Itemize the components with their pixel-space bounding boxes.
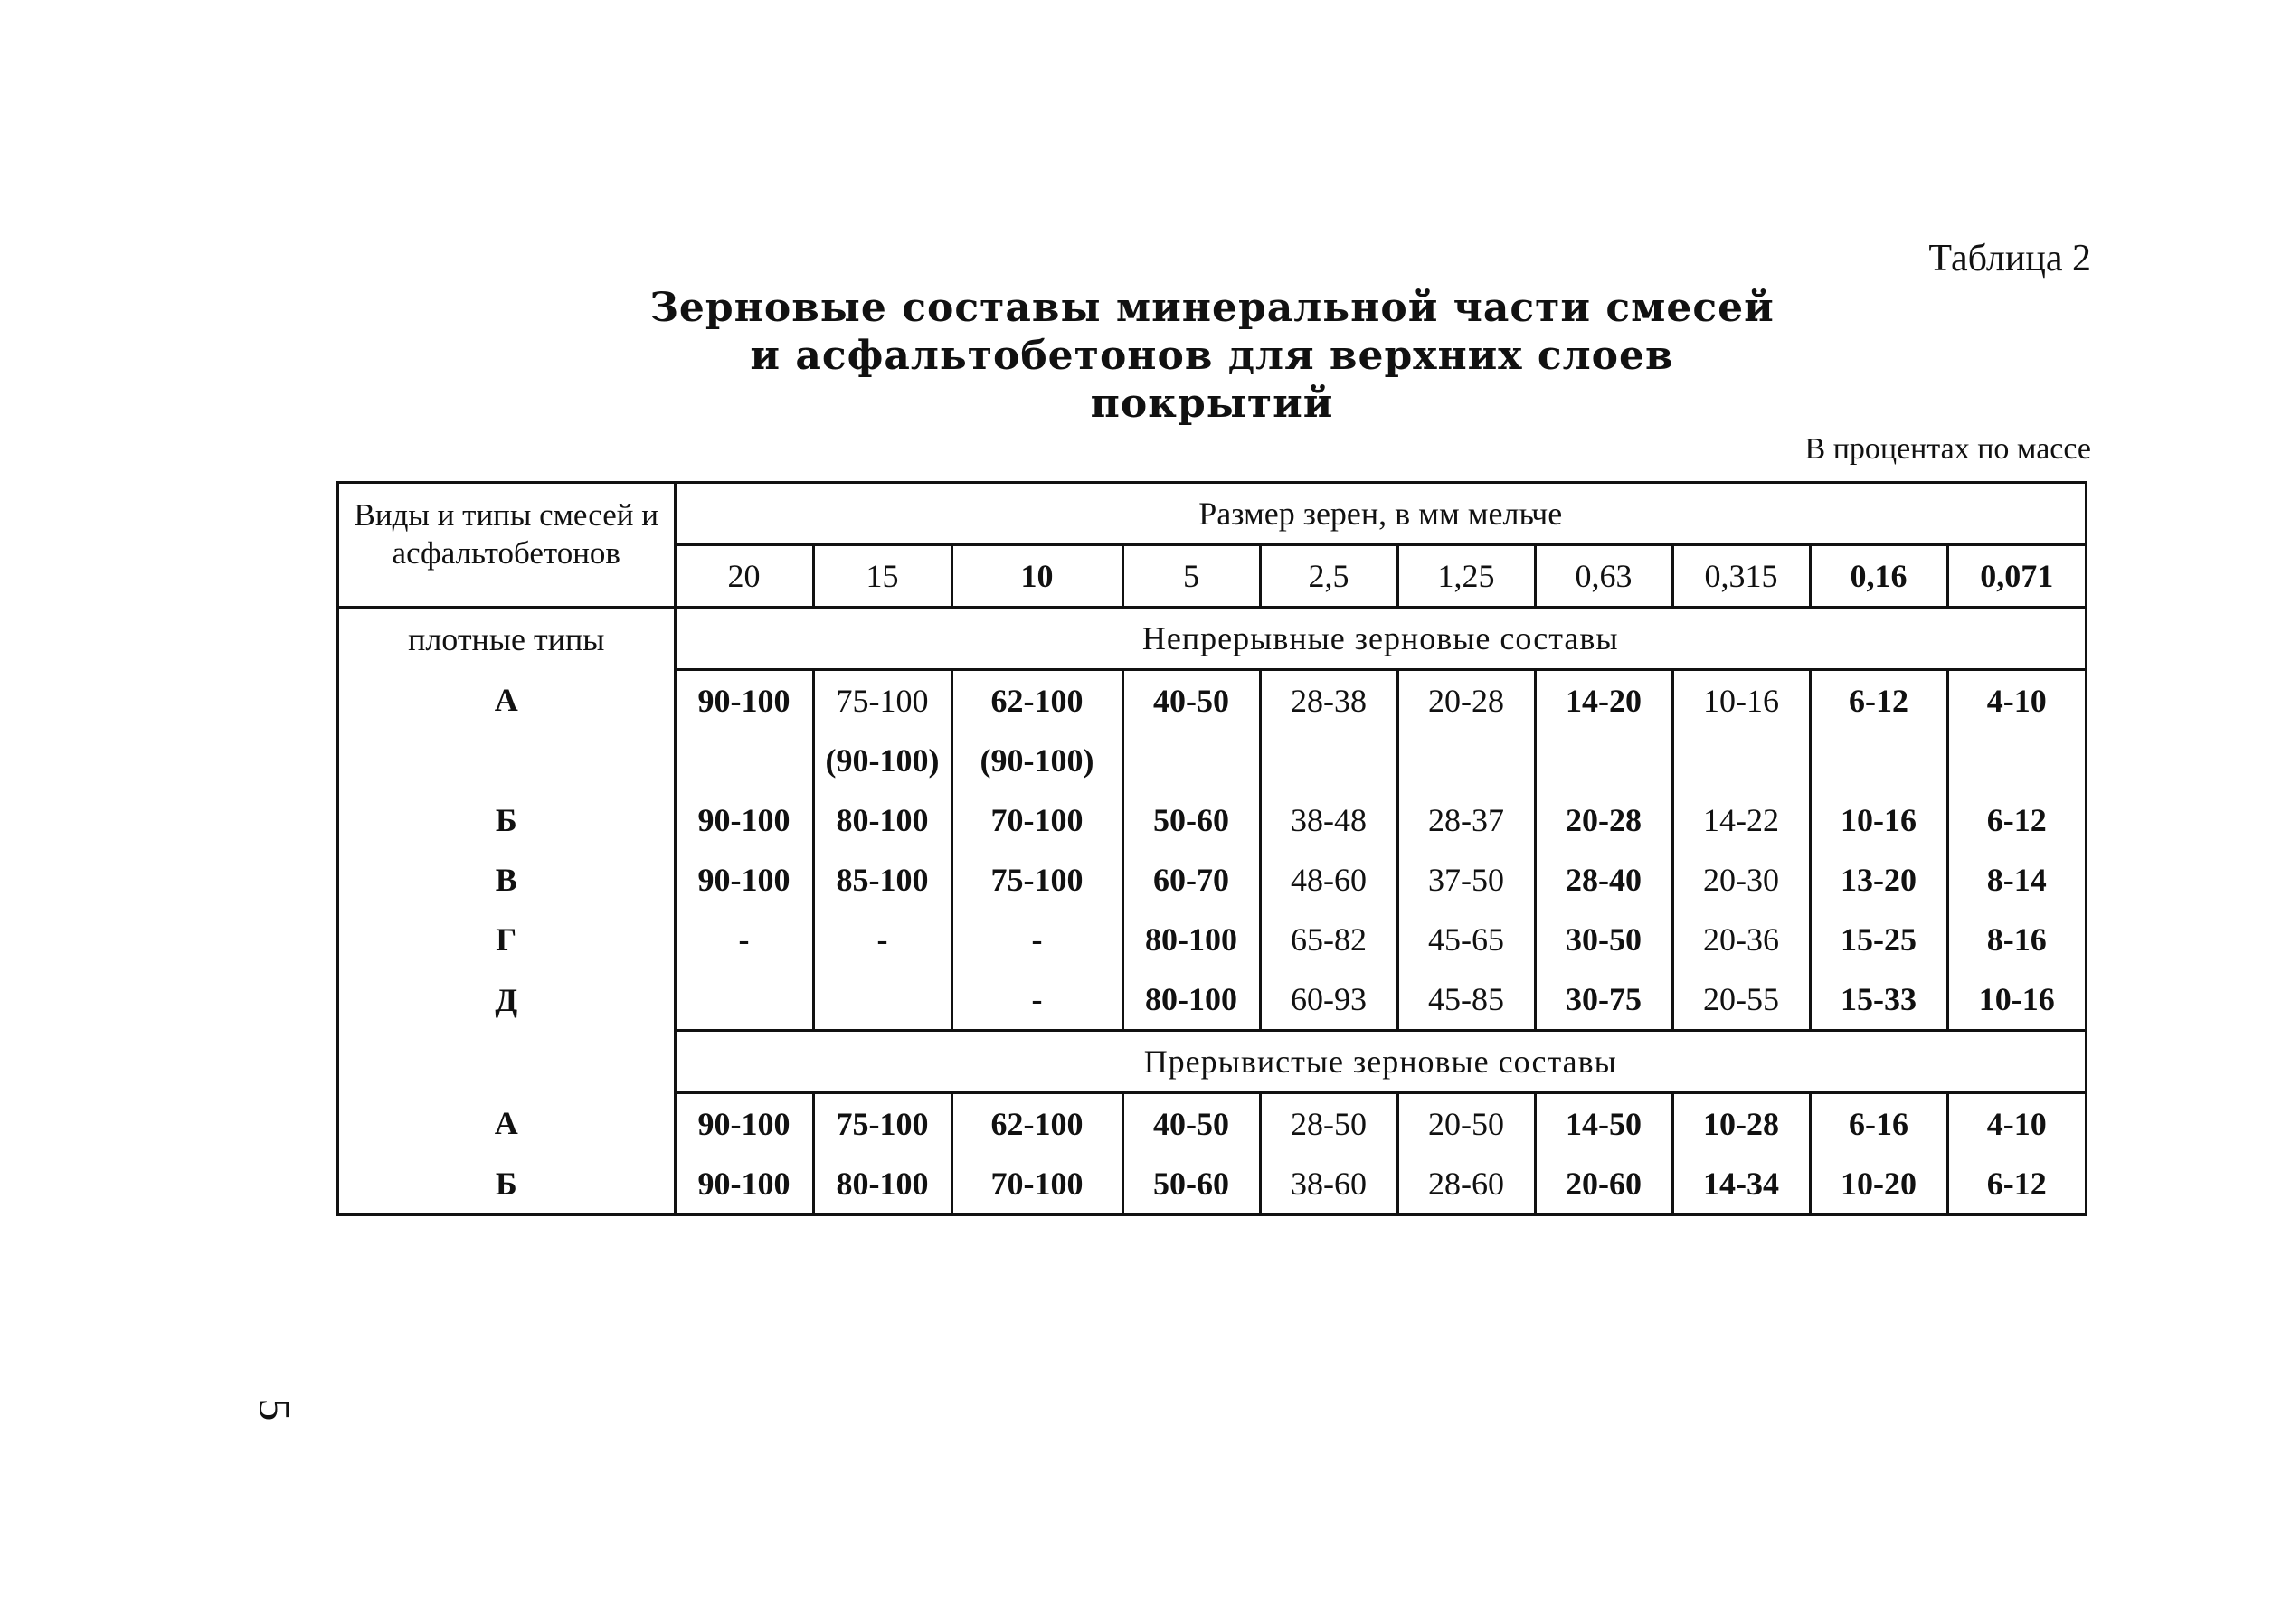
table-row xyxy=(339,1093,2085,1155)
table-cell: 28-38 xyxy=(1260,670,1397,732)
table-title xyxy=(624,285,1800,428)
table-cell: 8-16 xyxy=(1947,910,2085,969)
empty-label-cell xyxy=(339,1031,675,1093)
table-cell: 85-100 xyxy=(813,850,951,910)
table-cell xyxy=(1810,731,1947,790)
table-cell: 65-82 xyxy=(1260,910,1397,969)
table-row xyxy=(339,731,2085,790)
table-cell xyxy=(1397,731,1535,790)
table-cell: 80-100 xyxy=(813,790,951,850)
table-cell: 14-20 xyxy=(1535,670,1672,732)
table-cell: 90-100 xyxy=(675,790,813,850)
table-cell: 62-100 xyxy=(951,1093,1122,1155)
types-header-cell: Виды и типы смесей и асфальтобетонов xyxy=(339,484,675,608)
table-cell: 75-100 xyxy=(813,1093,951,1155)
table-cell: 8-14 xyxy=(1947,850,2085,910)
table-cell: 13-20 xyxy=(1810,850,1947,910)
row-label: Б xyxy=(495,802,517,838)
table-cell: 28-50 xyxy=(1260,1093,1397,1155)
table-cell: 10-16 xyxy=(1810,790,1947,850)
table-row xyxy=(339,969,2085,1031)
table-cell: 75-100 xyxy=(813,670,951,732)
table-cell: 4-10 xyxy=(1947,670,2085,732)
table-cell: 20-28 xyxy=(1535,790,1672,850)
table-cell: 62-100 xyxy=(951,670,1122,732)
table-cell: 80-100 xyxy=(1122,910,1260,969)
row-label: А xyxy=(494,682,518,719)
table-cell: 80-100 xyxy=(1122,969,1260,1031)
table-cell: 38-48 xyxy=(1260,790,1397,850)
table-cell: - xyxy=(675,910,813,969)
table-cell: 60-93 xyxy=(1260,969,1397,1031)
page-number: 5 xyxy=(250,1398,301,1421)
table-cell: 10-20 xyxy=(1810,1154,1947,1213)
table-cell: 90-100 xyxy=(675,1093,813,1155)
table-cell: 6-16 xyxy=(1810,1093,1947,1155)
table-cell: 60-70 xyxy=(1122,850,1260,910)
table-row xyxy=(339,850,2085,910)
table-cell: (90-100) xyxy=(813,731,951,790)
table-cell xyxy=(1947,731,2085,790)
continuous-group-header: Непрерывные зерновые составы xyxy=(675,608,2085,670)
row-label: Д xyxy=(495,981,518,1018)
row-label: А xyxy=(494,1105,518,1142)
table-cell: 6-12 xyxy=(1810,670,1947,732)
table-cell: 30-75 xyxy=(1535,969,1672,1031)
table-cell: 90-100 xyxy=(675,670,813,732)
table-cell: 40-50 xyxy=(1122,1093,1260,1155)
table-cell: 20-28 xyxy=(1397,670,1535,732)
col-header: 0,315 xyxy=(1672,545,1810,608)
table-cell: 28-60 xyxy=(1397,1154,1535,1213)
table-cell xyxy=(1122,731,1260,790)
units-note: В процентах по массе xyxy=(1804,432,2091,466)
table-cell: 40-50 xyxy=(1122,670,1260,732)
col-header: 0,071 xyxy=(1947,545,2085,608)
col-header: 1,25 xyxy=(1397,545,1535,608)
table-row xyxy=(339,1154,2085,1213)
table-cell: 20-55 xyxy=(1672,969,1810,1031)
title-line-1: Зерновые составы минеральной части смесей xyxy=(649,285,1775,331)
table-row xyxy=(339,790,2085,850)
table-number-label: Таблица 2 xyxy=(1928,238,2091,279)
col-header: 15 xyxy=(813,545,951,608)
table-cell: 90-100 xyxy=(675,850,813,910)
table-cell: 6-12 xyxy=(1947,790,2085,850)
table-cell: 10-28 xyxy=(1672,1093,1810,1155)
table-cell: 14-34 xyxy=(1672,1154,1810,1213)
col-header: 0,16 xyxy=(1810,545,1947,608)
table-cell: 45-65 xyxy=(1397,910,1535,969)
table-cell: (90-100) xyxy=(951,731,1122,790)
col-header: 20 xyxy=(675,545,813,608)
table-cell: 75-100 xyxy=(951,850,1122,910)
table-cell: - xyxy=(951,910,1122,969)
col-header: 5 xyxy=(1122,545,1260,608)
col-header: 0,63 xyxy=(1535,545,1672,608)
table-cell xyxy=(675,731,813,790)
table-cell: 28-40 xyxy=(1535,850,1672,910)
dense-types-label: плотные типы xyxy=(408,620,605,657)
col-header: 2,5 xyxy=(1260,545,1397,608)
title-line-2: и асфальтобетонов для верхних слоев покрытий xyxy=(750,332,1674,427)
dense-section-row xyxy=(339,608,2085,670)
row-label xyxy=(339,731,675,790)
table-cell xyxy=(1260,731,1397,790)
table-cell: 14-22 xyxy=(1672,790,1810,850)
table-cell: 90-100 xyxy=(675,1154,813,1213)
table-cell: 80-100 xyxy=(813,1154,951,1213)
table-cell xyxy=(1672,731,1810,790)
table-cell: 20-36 xyxy=(1672,910,1810,969)
discontinuous-group-header: Прерывистые зерновые составы xyxy=(675,1031,2085,1093)
table-cell: 48-60 xyxy=(1260,850,1397,910)
table-cell: 20-30 xyxy=(1672,850,1810,910)
table-cell: 20-50 xyxy=(1397,1093,1535,1155)
table-cell: 28-37 xyxy=(1397,790,1535,850)
table-cell: 15-33 xyxy=(1810,969,1947,1031)
table-cell: 37-50 xyxy=(1397,850,1535,910)
table-cell: 70-100 xyxy=(951,1154,1122,1213)
table-cell: 45-85 xyxy=(1397,969,1535,1031)
table-row xyxy=(339,670,2085,732)
table-cell: 30-50 xyxy=(1535,910,1672,969)
table-cell: 10-16 xyxy=(1947,969,2085,1031)
grain-size-header: Размер зерен, в мм мельче xyxy=(675,484,2085,545)
row-label: В xyxy=(495,862,517,898)
table-cell xyxy=(675,969,813,1031)
discontinuous-section-row xyxy=(339,1031,2085,1093)
table-cell: 70-100 xyxy=(951,790,1122,850)
table-cell xyxy=(1535,731,1672,790)
grain-composition-table xyxy=(336,481,2087,1216)
table-cell: 20-60 xyxy=(1535,1154,1672,1213)
table-cell xyxy=(813,969,951,1031)
table-cell: 14-50 xyxy=(1535,1093,1672,1155)
table-cell: 50-60 xyxy=(1122,1154,1260,1213)
table-cell: 4-10 xyxy=(1947,1093,2085,1155)
col-header: 10 xyxy=(951,545,1122,608)
table-cell: - xyxy=(951,969,1122,1031)
table-cell: - xyxy=(813,910,951,969)
row-label: Г xyxy=(496,921,517,958)
header-row-1 xyxy=(339,484,2085,545)
table-cell: 15-25 xyxy=(1810,910,1947,969)
table-cell: 38-60 xyxy=(1260,1154,1397,1213)
table-cell: 50-60 xyxy=(1122,790,1260,850)
table-cell: 10-16 xyxy=(1672,670,1810,732)
row-label: Б xyxy=(495,1166,517,1202)
table-cell: 6-12 xyxy=(1947,1154,2085,1213)
table-row xyxy=(339,910,2085,969)
